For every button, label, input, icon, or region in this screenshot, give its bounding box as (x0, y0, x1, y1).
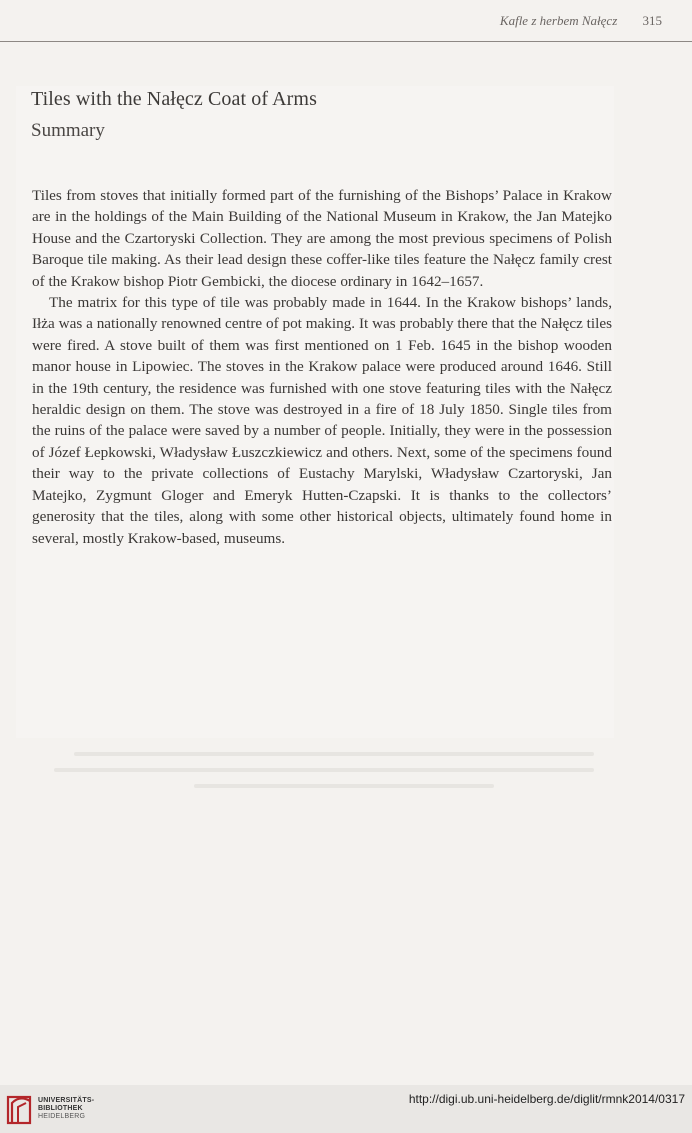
source-url-link[interactable]: http://digi.ub.uni-heidelberg.de/diglit/rmnk2014/0317 (408, 1092, 685, 1106)
page-number: 315 (642, 13, 662, 28)
library-logo-text-line: BIBLIOTHEK (38, 1105, 83, 1112)
summary-paragraph-1: Tiles from stoves that initially formed part of the furnishing of the Bishops’ Palace in Krakow are in the holdings of the Main Building of the National Museum in Krakow, the Jan Matejko House and the Czartoryski Collection. They are among the most previous specimens of Polish Baroque tile making. As their lead design these coffer-like tiles feature the Nałęcz family crest of the Krakow bishop Piotr Gembicki, the diocese ordinary in 1642–1657. (32, 187, 612, 290)
running-title: Kafle z herbem Nałęcz (499, 13, 618, 28)
library-logo-text-line: UNIVERSITÄTS- (38, 1097, 95, 1104)
bleed-through-line (194, 784, 494, 788)
library-logo-text (38, 1097, 94, 1121)
summary-paragraph-2: The matrix for this type of tile was probably made in 1644. In the Krakow bishops’ lands, Iłża was a nationally renowned centre of pot making. It was probably there that the Nałęcz tiles were fired. A stove built of them was first mentioned on 1 Feb. 1645 in the bishop wooden manor house in Lipowiec. The stoves in the Krakow palace were produced around 1646. Still in the 19th century, the residence was furnished with one stove featuring tiles with the Nałęcz heraldic design on them. The stove was destroyed in a fire of 18 July 1850. Single tiles from the ruins of the palace were saved by a number of people. Initially, they were in the possession of Józef Łepkowski, Władysław Łuszczkiewicz and others. Next, some of the specimens found their way to the private collections of Eustachy Marylski, Władysław Czartoryski, Jan Matejko, Zygmunt Gloger and Emeryk Hutten-Czapski. It is thanks to the collectors’ generosity that the tiles, along with some other historical objects, ultimately found home in several, mostly Krakow-based, museums. (32, 294, 612, 547)
header-rule (0, 41, 692, 42)
running-head (500, 13, 662, 29)
bleed-through-line (54, 768, 594, 772)
library-logo (6, 1093, 126, 1129)
article-title: Tiles with the Nałęcz Coat of Arms (31, 88, 317, 110)
library-logo-text-line: HEIDELBERG (38, 1113, 86, 1120)
article-subtitle: Summary (31, 120, 105, 141)
summary-body (32, 185, 612, 549)
bleed-through-lines (54, 748, 614, 808)
bleed-through-line (74, 752, 594, 756)
library-logo-icon (6, 1093, 36, 1127)
